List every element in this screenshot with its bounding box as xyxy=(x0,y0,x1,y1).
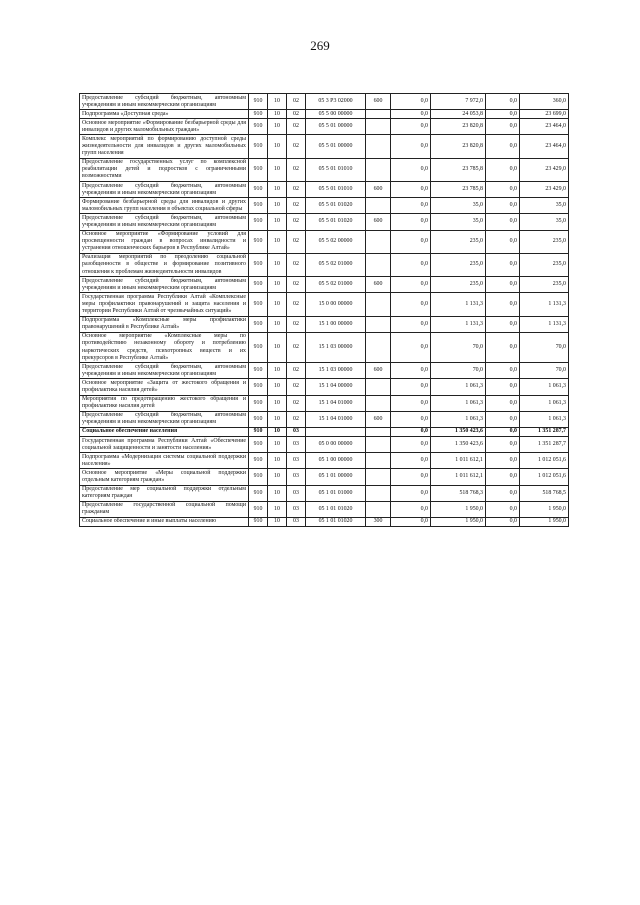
row-name-cell: Предоставление субсидий бюджетным, автономным учреждениям и иным некоммерческим организациям xyxy=(80,214,249,230)
admin-code-cell: 910 xyxy=(249,277,268,293)
section-code-cell: 10 xyxy=(268,395,287,411)
amount-2-cell: 1 061,3 xyxy=(431,379,486,395)
expense-type-cell xyxy=(366,135,391,158)
amount-3-cell: 0,0 xyxy=(486,501,520,517)
amount-4-cell: 235,0 xyxy=(520,253,569,276)
target-article-cell: 15 1 04 01000 xyxy=(306,395,366,411)
target-article-cell: 05 1 00 00000 xyxy=(306,453,366,469)
subsection-code-cell: 02 xyxy=(287,395,306,411)
amount-3-cell: 0,0 xyxy=(486,135,520,158)
subsection-code-cell: 02 xyxy=(287,135,306,158)
admin-code-cell: 910 xyxy=(249,119,268,135)
amount-4-cell: 1 131,3 xyxy=(520,293,569,316)
amount-1-cell: 0,0 xyxy=(391,94,431,110)
row-name-cell: Мероприятия по предотвращению жестокого обращения и профилактике насилия детей xyxy=(80,395,249,411)
amount-4-cell: 1 131,3 xyxy=(520,316,569,332)
amount-1-cell: 0,0 xyxy=(391,485,431,501)
row-name-cell: Предоставление субсидий бюджетным, автономным учреждениям и иным некоммерческим организациям xyxy=(80,363,249,379)
expense-type-cell xyxy=(366,332,391,362)
subsection-code-cell: 02 xyxy=(287,363,306,379)
amount-3-cell: 0,0 xyxy=(486,277,520,293)
row-name-cell: Предоставление субсидий бюджетным, автономным учреждениям и иным некоммерческим организациям xyxy=(80,277,249,293)
row-name-cell: Государственная программа Республики Алтай «Комплексные меры профилактики правонарушений и защита населения и территории Республики Алтай от чрезвычайных ситуаций» xyxy=(80,293,249,316)
section-code-cell: 10 xyxy=(268,119,287,135)
amount-1-cell: 0,0 xyxy=(391,253,431,276)
amount-2-cell: 70,0 xyxy=(431,363,486,379)
subsection-code-cell: 02 xyxy=(287,94,306,110)
amount-1-cell: 0,0 xyxy=(391,277,431,293)
expense-type-cell: 600 xyxy=(366,214,391,230)
section-code-cell: 10 xyxy=(268,94,287,110)
subsection-code-cell: 02 xyxy=(287,253,306,276)
table-row xyxy=(80,517,569,526)
amount-3-cell: 0,0 xyxy=(486,363,520,379)
amount-1-cell: 0,0 xyxy=(391,453,431,469)
subsection-code-cell: 02 xyxy=(287,379,306,395)
amount-4-cell: 23 429,0 xyxy=(520,158,569,181)
section-code-cell: 10 xyxy=(268,411,287,427)
subsection-code-cell: 03 xyxy=(287,517,306,526)
section-code-cell: 10 xyxy=(268,182,287,198)
admin-code-cell: 910 xyxy=(249,135,268,158)
target-article-cell: 05 5 01 00000 xyxy=(306,119,366,135)
target-article-cell: 05 1 01 00000 xyxy=(306,469,366,485)
amount-1-cell: 0,0 xyxy=(391,135,431,158)
amount-2-cell: 1 011 612,1 xyxy=(431,469,486,485)
subsection-code-cell: 03 xyxy=(287,485,306,501)
expense-type-cell: 600 xyxy=(366,182,391,198)
row-name-cell: Реализация мероприятий по преодолению социальной разобщенности в обществе и формирование позитивного отношения к проблемам жизнедеятельности инвалидов xyxy=(80,253,249,276)
subsection-code-cell: 02 xyxy=(287,119,306,135)
table-row xyxy=(80,411,569,427)
table-row xyxy=(80,363,569,379)
table-row xyxy=(80,277,569,293)
section-code-cell: 10 xyxy=(268,230,287,253)
table-row xyxy=(80,110,569,119)
row-name-cell: Подпрограмма «Комплексные меры профилактики правонарушений в Республике Алтай» xyxy=(80,316,249,332)
table-row xyxy=(80,437,569,453)
subsection-code-cell: 02 xyxy=(287,411,306,427)
row-name-cell: Основное мероприятие «Формирование условий для просвещенности граждан в вопросах инвалидности и устранения отношенческих барьеров в Республике Алтай» xyxy=(80,230,249,253)
amount-3-cell: 0,0 xyxy=(486,253,520,276)
amount-2-cell: 23 820,8 xyxy=(431,119,486,135)
amount-1-cell: 0,0 xyxy=(391,427,431,436)
target-article-cell: 05 1 01 01020 xyxy=(306,517,366,526)
amount-1-cell: 0,0 xyxy=(391,332,431,362)
row-name-cell: Основное мероприятие «Комплексные меры по противодействию незаконному обороту и потреблению наркотических средств, психотропных веществ и их прекурсоров в Республике Алтай» xyxy=(80,332,249,362)
amount-4-cell: 1 351 287,7 xyxy=(520,427,569,436)
target-article-cell: 05 5 01 01020 xyxy=(306,214,366,230)
amount-1-cell: 0,0 xyxy=(391,293,431,316)
table-row xyxy=(80,182,569,198)
expense-type-cell xyxy=(366,230,391,253)
subsection-code-cell: 02 xyxy=(287,214,306,230)
amount-3-cell: 0,0 xyxy=(486,230,520,253)
section-code-cell: 10 xyxy=(268,485,287,501)
amount-1-cell: 0,0 xyxy=(391,501,431,517)
table-row xyxy=(80,198,569,214)
expense-type-cell xyxy=(366,485,391,501)
table-row xyxy=(80,214,569,230)
amount-2-cell: 23 820,8 xyxy=(431,135,486,158)
admin-code-cell: 910 xyxy=(249,214,268,230)
amount-2-cell: 1 131,3 xyxy=(431,293,486,316)
subsection-code-cell: 03 xyxy=(287,453,306,469)
amount-4-cell: 23 464,0 xyxy=(520,119,569,135)
amount-2-cell: 7 972,0 xyxy=(431,94,486,110)
expense-type-cell: 600 xyxy=(366,277,391,293)
target-article-cell: 15 0 00 00000 xyxy=(306,293,366,316)
amount-4-cell: 1 061,3 xyxy=(520,395,569,411)
expense-type-cell: 600 xyxy=(366,94,391,110)
target-article-cell xyxy=(306,427,366,436)
budget-table xyxy=(79,93,569,527)
amount-4-cell: 1 351 287,7 xyxy=(520,437,569,453)
target-article-cell: 05 5 01 01010 xyxy=(306,158,366,181)
amount-3-cell: 0,0 xyxy=(486,198,520,214)
table-row xyxy=(80,293,569,316)
row-name-cell: Комплекс мероприятий по формированию доступной среды жизнедеятельности для инвалидов и других маломобильных групп населения xyxy=(80,135,249,158)
amount-2-cell: 235,0 xyxy=(431,230,486,253)
amount-1-cell: 0,0 xyxy=(391,119,431,135)
amount-1-cell: 0,0 xyxy=(391,379,431,395)
row-name-cell: Предоставление субсидий бюджетным, автономным учреждениям и иным некоммерческим организациям xyxy=(80,182,249,198)
amount-1-cell: 0,0 xyxy=(391,411,431,427)
section-code-cell: 10 xyxy=(268,437,287,453)
admin-code-cell: 910 xyxy=(249,293,268,316)
target-article-cell: 05 5 02 01000 xyxy=(306,277,366,293)
subsection-code-cell: 03 xyxy=(287,501,306,517)
section-code-cell: 10 xyxy=(268,214,287,230)
expense-type-cell xyxy=(366,469,391,485)
section-code-cell: 10 xyxy=(268,110,287,119)
section-code-cell: 10 xyxy=(268,363,287,379)
amount-4-cell: 23 429,0 xyxy=(520,182,569,198)
amount-3-cell: 0,0 xyxy=(486,395,520,411)
amount-1-cell: 0,0 xyxy=(391,395,431,411)
row-name-cell: Основное мероприятие «Меры социальной поддержки отдельным категориям граждан» xyxy=(80,469,249,485)
amount-4-cell: 1 061,3 xyxy=(520,379,569,395)
amount-4-cell: 1 950,0 xyxy=(520,517,569,526)
subsection-code-cell: 02 xyxy=(287,332,306,362)
amount-2-cell: 24 053,8 xyxy=(431,110,486,119)
admin-code-cell: 910 xyxy=(249,517,268,526)
section-code-cell: 10 xyxy=(268,332,287,362)
row-name-cell: Основное мероприятие «Защита от жестокого обращения и профилактика насилия детей» xyxy=(80,379,249,395)
target-article-cell: 05 5 01 01020 xyxy=(306,198,366,214)
row-name-cell: Подпрограмма «Доступная среда» xyxy=(80,110,249,119)
row-name-cell: Предоставление субсидий бюджетным, автономным учреждениям и иным некоммерческим организациям xyxy=(80,411,249,427)
admin-code-cell: 910 xyxy=(249,110,268,119)
amount-2-cell: 23 785,8 xyxy=(431,182,486,198)
row-name-cell: Предоставление государственной социальной помощи гражданам xyxy=(80,501,249,517)
admin-code-cell: 910 xyxy=(249,501,268,517)
amount-4-cell: 70,0 xyxy=(520,332,569,362)
table-row xyxy=(80,379,569,395)
section-code-cell: 10 xyxy=(268,316,287,332)
expense-type-cell xyxy=(366,395,391,411)
target-article-cell: 05 1 01 01000 xyxy=(306,485,366,501)
amount-2-cell: 1 131,3 xyxy=(431,316,486,332)
table-row xyxy=(80,119,569,135)
target-article-cell: 05 5 01 01010 xyxy=(306,182,366,198)
expense-type-cell: 600 xyxy=(366,411,391,427)
amount-4-cell: 235,0 xyxy=(520,230,569,253)
amount-3-cell: 0,0 xyxy=(486,437,520,453)
target-article-cell: 05 3 P3 02000 xyxy=(306,94,366,110)
amount-3-cell: 0,0 xyxy=(486,485,520,501)
amount-4-cell: 360,0 xyxy=(520,94,569,110)
admin-code-cell: 910 xyxy=(249,94,268,110)
amount-1-cell: 0,0 xyxy=(391,158,431,181)
target-article-cell: 15 1 03 00000 xyxy=(306,363,366,379)
amount-1-cell: 0,0 xyxy=(391,363,431,379)
row-name-cell: Государственная программа Республики Алтай «Обеспечение социальной защищенности и занятости населения» xyxy=(80,437,249,453)
expense-type-cell xyxy=(366,198,391,214)
section-code-cell: 10 xyxy=(268,277,287,293)
expense-type-cell xyxy=(366,293,391,316)
amount-3-cell: 0,0 xyxy=(486,119,520,135)
table-row xyxy=(80,427,569,436)
subsection-code-cell: 02 xyxy=(287,182,306,198)
expense-type-cell xyxy=(366,119,391,135)
amount-2-cell: 35,0 xyxy=(431,198,486,214)
subsection-code-cell: 03 xyxy=(287,469,306,485)
amount-3-cell: 0,0 xyxy=(486,379,520,395)
amount-4-cell: 235,0 xyxy=(520,277,569,293)
amount-1-cell: 0,0 xyxy=(391,316,431,332)
amount-1-cell: 0,0 xyxy=(391,437,431,453)
page-number: 269 xyxy=(310,38,330,53)
table-row xyxy=(80,158,569,181)
table-row xyxy=(80,501,569,517)
amount-3-cell: 0,0 xyxy=(486,293,520,316)
amount-1-cell: 0,0 xyxy=(391,198,431,214)
admin-code-cell: 910 xyxy=(249,316,268,332)
row-name-cell: Предоставление мер социальной поддержки отдельным категориям граждан xyxy=(80,485,249,501)
amount-3-cell: 0,0 xyxy=(486,453,520,469)
section-code-cell: 10 xyxy=(268,517,287,526)
section-code-cell: 10 xyxy=(268,198,287,214)
subsection-code-cell: 02 xyxy=(287,293,306,316)
subsection-code-cell: 02 xyxy=(287,277,306,293)
amount-2-cell: 70,0 xyxy=(431,332,486,362)
amount-1-cell: 0,0 xyxy=(391,214,431,230)
admin-code-cell: 910 xyxy=(249,411,268,427)
target-article-cell: 05 0 00 00000 xyxy=(306,437,366,453)
amount-3-cell: 0,0 xyxy=(486,94,520,110)
subsection-code-cell: 02 xyxy=(287,198,306,214)
admin-code-cell: 910 xyxy=(249,363,268,379)
expense-type-cell: 600 xyxy=(366,363,391,379)
subsection-code-cell: 02 xyxy=(287,158,306,181)
table-row xyxy=(80,253,569,276)
amount-1-cell: 0,0 xyxy=(391,230,431,253)
admin-code-cell: 910 xyxy=(249,332,268,362)
subsection-code-cell: 02 xyxy=(287,316,306,332)
admin-code-cell: 910 xyxy=(249,253,268,276)
amount-4-cell: 23 464,0 xyxy=(520,135,569,158)
section-code-cell: 10 xyxy=(268,158,287,181)
admin-code-cell: 910 xyxy=(249,395,268,411)
admin-code-cell: 910 xyxy=(249,379,268,395)
target-article-cell: 15 1 00 00000 xyxy=(306,316,366,332)
target-article-cell: 05 5 01 00000 xyxy=(306,135,366,158)
amount-2-cell: 1 350 423,6 xyxy=(431,427,486,436)
amount-3-cell: 0,0 xyxy=(486,316,520,332)
expense-type-cell xyxy=(366,437,391,453)
amount-2-cell: 235,0 xyxy=(431,253,486,276)
expense-type-cell xyxy=(366,110,391,119)
expense-type-cell xyxy=(366,253,391,276)
table-row xyxy=(80,135,569,158)
subsection-code-cell: 03 xyxy=(287,427,306,436)
target-article-cell: 05 5 02 01000 xyxy=(306,253,366,276)
expense-type-cell xyxy=(366,501,391,517)
expense-type-cell xyxy=(366,316,391,332)
amount-2-cell: 518 768,3 xyxy=(431,485,486,501)
target-article-cell: 15 1 03 00000 xyxy=(306,332,366,362)
row-name-cell: Основное мероприятие «Формирование безбарьерной среды для инвалидов и других маломобильных граждан» xyxy=(80,119,249,135)
expense-type-cell xyxy=(366,158,391,181)
amount-4-cell: 1 061,3 xyxy=(520,411,569,427)
amount-2-cell: 235,0 xyxy=(431,277,486,293)
amount-3-cell: 0,0 xyxy=(486,411,520,427)
admin-code-cell: 910 xyxy=(249,198,268,214)
amount-2-cell: 1 011 612,1 xyxy=(431,453,486,469)
table-row xyxy=(80,230,569,253)
expense-type-cell xyxy=(366,453,391,469)
amount-4-cell: 35,0 xyxy=(520,198,569,214)
admin-code-cell: 910 xyxy=(249,182,268,198)
amount-4-cell: 70,0 xyxy=(520,363,569,379)
target-article-cell: 05 5 00 00000 xyxy=(306,110,366,119)
table-row xyxy=(80,332,569,362)
admin-code-cell: 910 xyxy=(249,485,268,501)
amount-3-cell: 0,0 xyxy=(486,182,520,198)
amount-2-cell: 1 950,0 xyxy=(431,501,486,517)
amount-1-cell: 0,0 xyxy=(391,517,431,526)
amount-3-cell: 0,0 xyxy=(486,158,520,181)
target-article-cell: 15 1 04 00000 xyxy=(306,379,366,395)
expense-type-cell xyxy=(366,379,391,395)
amount-1-cell: 0,0 xyxy=(391,110,431,119)
subsection-code-cell: 02 xyxy=(287,230,306,253)
admin-code-cell: 910 xyxy=(249,437,268,453)
section-code-cell: 10 xyxy=(268,293,287,316)
table-row xyxy=(80,485,569,501)
amount-4-cell: 23 699,0 xyxy=(520,110,569,119)
expense-type-cell xyxy=(366,427,391,436)
row-name-cell: Социальное обеспечение и иные выплаты населению xyxy=(80,517,249,526)
amount-3-cell: 0,0 xyxy=(486,469,520,485)
admin-code-cell: 910 xyxy=(249,427,268,436)
section-code-cell: 10 xyxy=(268,379,287,395)
amount-1-cell: 0,0 xyxy=(391,469,431,485)
table-row xyxy=(80,469,569,485)
amount-1-cell: 0,0 xyxy=(391,182,431,198)
target-article-cell: 05 1 01 01020 xyxy=(306,501,366,517)
amount-2-cell: 1 061,3 xyxy=(431,395,486,411)
admin-code-cell: 910 xyxy=(249,469,268,485)
target-article-cell: 05 5 02 00000 xyxy=(306,230,366,253)
amount-2-cell: 1 350 423,6 xyxy=(431,437,486,453)
subsection-code-cell: 03 xyxy=(287,437,306,453)
admin-code-cell: 910 xyxy=(249,230,268,253)
table-row xyxy=(80,316,569,332)
amount-4-cell: 35,0 xyxy=(520,214,569,230)
section-code-cell: 10 xyxy=(268,453,287,469)
amount-3-cell: 0,0 xyxy=(486,110,520,119)
amount-4-cell: 518 768,5 xyxy=(520,485,569,501)
table-row xyxy=(80,453,569,469)
row-name-cell: Формирование безбарьерной среды для инвалидов и других маломобильных групп населения в объектах социальной сферы xyxy=(80,198,249,214)
row-name-cell: Социальное обеспечение населения xyxy=(80,427,249,436)
section-code-cell: 10 xyxy=(268,253,287,276)
row-name-cell: Подпрограмма «Модернизация системы социальной поддержки населения» xyxy=(80,453,249,469)
table-row xyxy=(80,395,569,411)
section-code-cell: 10 xyxy=(268,427,287,436)
table-row xyxy=(80,94,569,110)
row-name-cell: Предоставление государственных услуг по комплексной реабилитации детей и подростков с ограниченными возможностями xyxy=(80,158,249,181)
amount-2-cell: 23 785,8 xyxy=(431,158,486,181)
amount-3-cell: 0,0 xyxy=(486,214,520,230)
amount-3-cell: 0,0 xyxy=(486,517,520,526)
amount-3-cell: 0,0 xyxy=(486,427,520,436)
admin-code-cell: 910 xyxy=(249,453,268,469)
subsection-code-cell: 02 xyxy=(287,110,306,119)
amount-4-cell: 1 950,0 xyxy=(520,501,569,517)
amount-2-cell: 35,0 xyxy=(431,214,486,230)
section-code-cell: 10 xyxy=(268,469,287,485)
target-article-cell: 15 1 04 01000 xyxy=(306,411,366,427)
table-body xyxy=(80,94,569,527)
expense-type-cell: 300 xyxy=(366,517,391,526)
amount-3-cell: 0,0 xyxy=(486,332,520,362)
amount-4-cell: 1 012 051,6 xyxy=(520,453,569,469)
row-name-cell: Предоставление субсидий бюджетным, автономным учреждениям и иным некоммерческим организациям xyxy=(80,94,249,110)
section-code-cell: 10 xyxy=(268,135,287,158)
amount-2-cell: 1 950,0 xyxy=(431,517,486,526)
admin-code-cell: 910 xyxy=(249,158,268,181)
section-code-cell: 10 xyxy=(268,501,287,517)
amount-2-cell: 1 061,3 xyxy=(431,411,486,427)
amount-4-cell: 1 012 051,6 xyxy=(520,469,569,485)
